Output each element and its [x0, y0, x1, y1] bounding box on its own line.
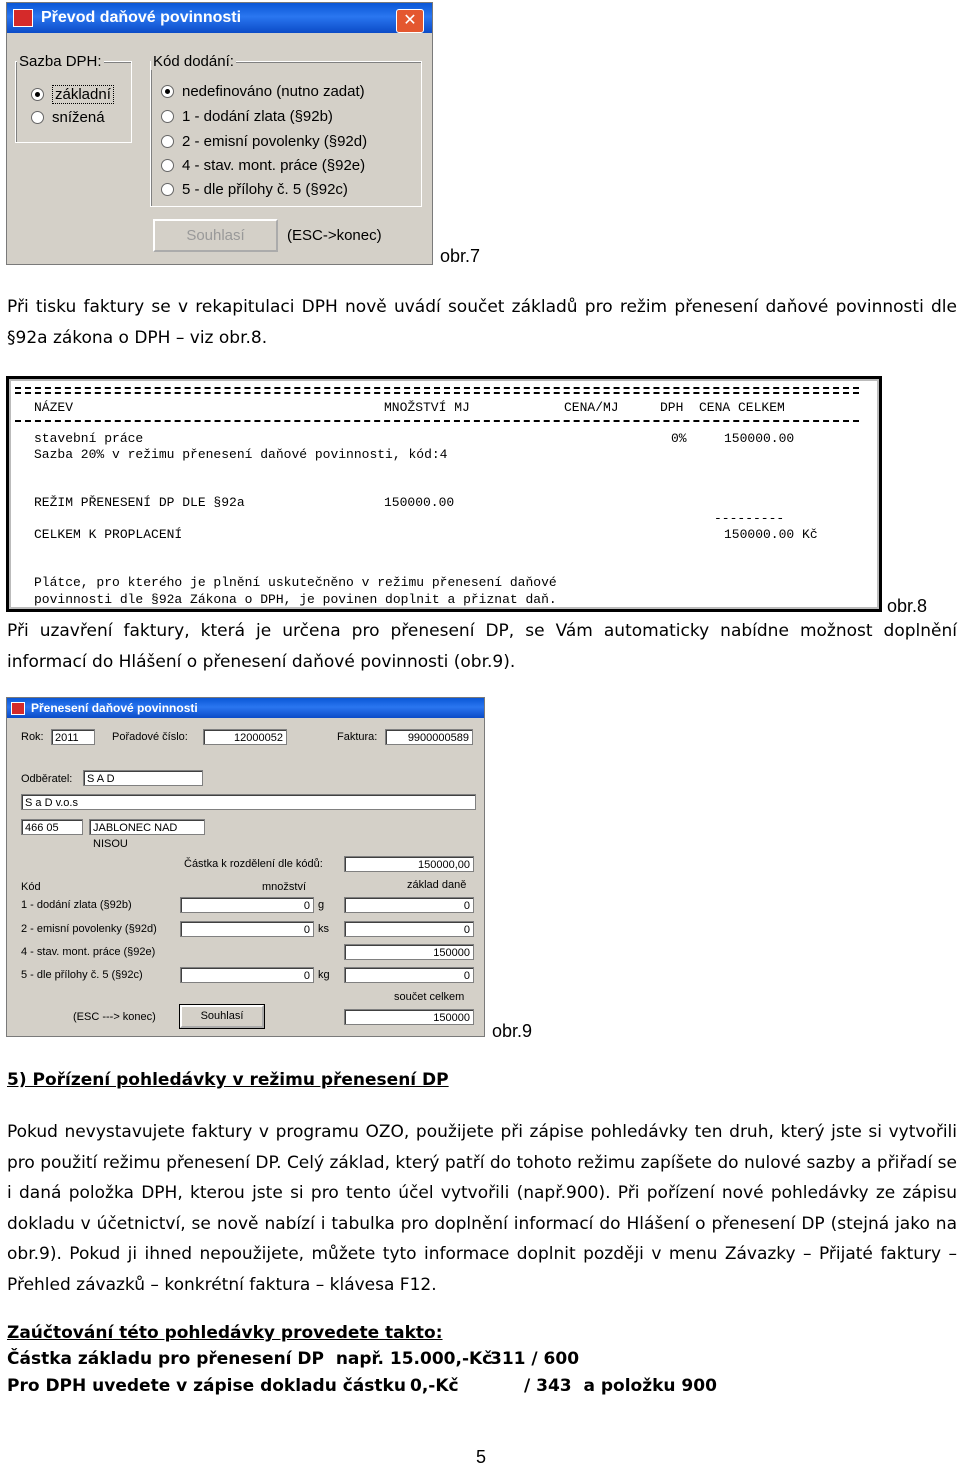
- year-field[interactable]: 2011: [51, 729, 95, 745]
- radio-selected-icon: [31, 88, 44, 101]
- row-code-2-unit: ks: [318, 923, 329, 935]
- city-field[interactable]: JABLONEC NAD NISOU: [89, 819, 205, 835]
- regime-label: REŽIM PŘENESENÍ DP DLE §92a: [34, 495, 245, 510]
- app-icon: [11, 702, 25, 715]
- radio-code-undefined[interactable]: nedefinováno (nutno zadat): [161, 83, 365, 100]
- item-note: Sazba 20% v režimu přenesení daňové povinnosti, kód:4: [34, 447, 448, 462]
- radio-icon: [161, 183, 174, 196]
- total-field[interactable]: 150000: [344, 1009, 474, 1025]
- caption-obr8: obr.8: [887, 596, 928, 616]
- confirm-button[interactable]: Souhlasí: [153, 219, 278, 252]
- zip-field[interactable]: 466 05: [21, 819, 83, 835]
- paragraph-print-info: Při tisku faktury se v rekapitulaci DPH nově uvádí součet základů pro režim přenesení daňové povinnosti dle §92a zákona o DPH – viz obr.8.: [7, 297, 957, 348]
- row-code-5-unit: kg: [318, 969, 330, 981]
- item-total: 150000.00: [724, 431, 795, 446]
- radio-code-4[interactable]: 4 - stav. mont. práce (§92e): [161, 157, 365, 174]
- row-code-2-qty[interactable]: 0: [180, 921, 314, 937]
- radio-rate-basic[interactable]: základní: [31, 85, 114, 104]
- code-column-label: Kód: [21, 881, 41, 893]
- total-label: CELKEM K PROPLACENÍ: [34, 527, 183, 542]
- paragraph-closing-info: Při uzavření faktury, která je určena pro přenesení DP, se Vám automaticky nabídne možnost doplnění informací do Hlášení o přenesení daňové povinnosti (obr.9).: [7, 621, 957, 672]
- col-total-header: CENA CELKEM: [699, 400, 785, 415]
- invoice-print-preview: [6, 376, 882, 612]
- amount-label: Částka k rozdělení dle kódů:: [184, 858, 323, 870]
- row-code-1-qty[interactable]: 0: [180, 897, 314, 913]
- radio-icon: [161, 110, 174, 123]
- radio-code-1[interactable]: 1 - dodání zlata (§92b): [161, 108, 333, 125]
- row-code-1-base[interactable]: 0: [344, 897, 474, 913]
- radio-icon: [161, 135, 174, 148]
- quantity-column-label: množství: [262, 881, 307, 893]
- regime-value: 150000.00: [384, 495, 455, 510]
- code-group-label: Kód dodání:: [153, 53, 234, 70]
- total-label: součet celkem: [394, 991, 465, 1003]
- dialog-titlebar: [7, 3, 432, 33]
- radio-code-2[interactable]: 2 - emisní povolenky (§92d): [161, 133, 367, 150]
- paragraph-receivable-info: Pokud nevystavujete faktury v programu OZO, použijete při zápise pohledávky ten druh, který jste si vytvořili pro použití režimu přenesení DP. Celý základ, který patří do tohoto režimu zapíšete do nulové sazby a přiřadí se i daná položka DPH, kterou jste si pro tento účel vytvořili (např.900). Při pořízení nové pohledávky ze zápisu dokladu v účetnictví, se nově nabízí i tabulka pro doplnění informací do Hlášení o přenesení DP (stejná jako na obr.9). Pokud ji ihned nepoužijete, můžete tyto informace doplnit později v menu Závazky – Přijaté faktury – Přehled závazků – konkrétní faktura – klávesa F12.: [7, 1122, 957, 1295]
- radio-rate-reduced[interactable]: snížená: [31, 109, 105, 126]
- customer-code-field[interactable]: S A D: [83, 770, 203, 786]
- row-code-5-base[interactable]: 0: [344, 967, 474, 983]
- rate-group-label: Sazba DPH:: [19, 53, 102, 70]
- item-tax: 0%: [671, 431, 687, 446]
- col-price-header: CENA/MJ: [564, 400, 619, 415]
- accounting-line2-value: / 343 a položku 900: [524, 1376, 717, 1396]
- item-name: stavební práce: [34, 431, 144, 446]
- col-qty-header: MNOŽSTVÍ MJ: [384, 400, 470, 415]
- col-tax-header: DPH: [660, 400, 684, 415]
- row-code-1-label: 1 - dodání zlata (§92b): [21, 899, 132, 911]
- confirm-button[interactable]: Souhlasí: [180, 1005, 264, 1028]
- accounting-line1-value: 311 / 600: [490, 1349, 580, 1369]
- dialog-title: Přenesení daňové povinnosti: [31, 701, 198, 715]
- accounting-line1-label: Částka základu pro přenesení DP např. 15.000,-Kč: [7, 1349, 493, 1369]
- row-code-5-label: 5 - dle přílohy č. 5 (§92c): [21, 969, 143, 981]
- base-column-label: základ daně: [407, 879, 467, 891]
- accounting-line2-amount: 0,-Kč: [410, 1376, 459, 1396]
- year-label: Rok:: [21, 731, 44, 743]
- col-name-header: NÁZEV: [34, 400, 74, 415]
- amount-field[interactable]: 150000,00: [344, 856, 474, 872]
- vat-report-dialog: [6, 697, 485, 1037]
- sum-line: ---------: [714, 511, 785, 526]
- divider: [15, 387, 859, 389]
- divider: [15, 392, 859, 394]
- esc-hint: (ESC->konec): [287, 227, 382, 244]
- row-code-5-qty[interactable]: 0: [180, 967, 314, 983]
- invoice-label: Faktura:: [337, 731, 378, 743]
- caption-obr7: obr.7: [440, 246, 481, 266]
- section-heading: 5) Pořízení pohledávky v režimu přenesení DP: [7, 1070, 449, 1090]
- accounting-line2-label: Pro DPH uvedete v zápise dokladu částku: [7, 1376, 406, 1396]
- order-label: Pořadové číslo:: [112, 731, 188, 743]
- row-code-2-label: 2 - emisní povolenky (§92d): [21, 923, 157, 935]
- customer-name-field[interactable]: S a D v.o.s: [21, 794, 476, 810]
- vat-transfer-dialog: [6, 2, 433, 265]
- app-icon: [13, 9, 33, 27]
- row-code-4-label: 4 - stav. mont. práce (§92e): [21, 946, 156, 958]
- radio-icon: [31, 111, 44, 124]
- caption-obr9: obr.9: [492, 1021, 533, 1041]
- radio-code-5[interactable]: 5 - dle přílohy č. 5 (§92c): [161, 181, 348, 198]
- dialog-title: Převod daňové povinnosti: [41, 9, 242, 26]
- page-number: 5: [476, 1447, 487, 1467]
- row-code-4-base[interactable]: 150000: [344, 944, 474, 960]
- dialog-titlebar: [7, 698, 484, 718]
- accounting-title: Zaúčtování této pohledávky provedete takto:: [7, 1323, 443, 1343]
- total-value: 150000.00 Kč: [724, 527, 818, 542]
- customer-label: Odběratel:: [21, 773, 73, 785]
- divider: [15, 420, 859, 422]
- radio-selected-icon: [161, 85, 174, 98]
- esc-hint: (ESC ---> konec): [73, 1011, 156, 1023]
- row-code-1-unit: g: [318, 899, 325, 911]
- order-field[interactable]: 12000052: [203, 729, 287, 745]
- radio-icon: [161, 159, 174, 172]
- close-button[interactable]: ✕: [396, 9, 424, 33]
- row-code-2-base[interactable]: 0: [344, 921, 474, 937]
- note-line-1: Plátce, pro kterého je plnění uskutečněno v režimu přenesení daňové: [34, 575, 557, 590]
- note-line-2: povinnosti dle §92a Zákona o DPH, je povinen doplnit a přiznat daň.: [34, 592, 557, 607]
- invoice-field[interactable]: 9900000589: [385, 729, 473, 745]
